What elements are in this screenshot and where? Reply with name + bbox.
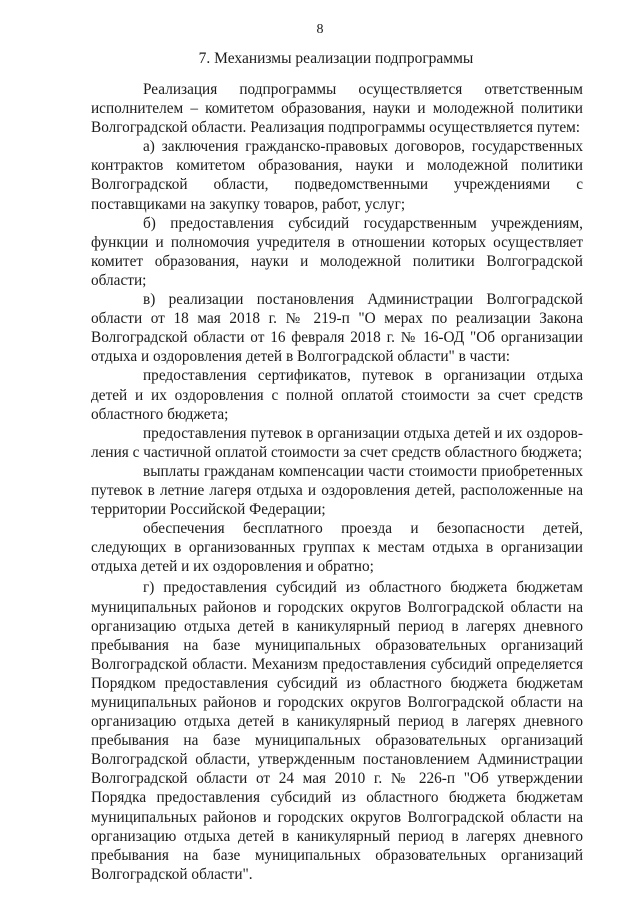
- paragraph-intro: Реализация подпрограммы осуществляется ответственным исполнителем – комитетом образования, науки и молодежной политики Волгоградской области. Реализация подпрограммы осуществляется путем:: [91, 81, 583, 137]
- paragraph-item-a: а) заключения гражданско-правовых договоров, государственных контрактов комитетом образования, науки и молодежной политики Волгоградской области, подведомственными учреждениями с поставщиками на закупку товаров, работ, услуг;: [91, 138, 583, 213]
- paragraph-item-v: в) реализации постановления Администрации Волгоградской области от 18 мая 2018 г. № 219-п "О мерах по реализации Закона Волгоградской области от 16 февраля 2018 г. № 16-ОД "Об организации отдыха и оздоровления детей в Волгоградской области" в части:: [91, 291, 583, 366]
- paragraph-partial-payment: предоставления путевок в организации отдыха детей и их оздоровления с частичной оплатой стоимости за счет средств областного бюджета;: [91, 424, 583, 461]
- paragraph-free-travel: обеспечения бесплатного проезда и безопасности детей, следующих в организованных группах к местам отдыха в организации отдыха детей и их оздоровления и обратно;: [91, 520, 583, 576]
- paragraph-item-g: г) предоставления субсидий из областного бюджета бюджетам муниципальных районов и городских округов Волгоградской области на организацию отдыха детей в каникулярный период в лагерях дневного пребывания на базе муниципальных образовательных организаций Волгоградской области. Механизм предоставления субсидий определяется Порядком предоставления субсидий из областного бюджета бюджетам муниципальных районов и городских округов Волгоградской области на организацию отдыха детей в каникулярный период в лагерях дневного пребывания на базе муниципальных образовательных организаций Волгоградской области, утвержденным постановлением Администрации Волгоградской области от 24 мая 2010 г. № 226-п "Об утверждении Порядка предоставления субсидий из областного бюджета бюджетам муниципальных районов и городских округов Волгоградской области на организацию отдыха детей в каникулярный период в лагерях дневного пребывания на базе муниципальных образовательных организаций Волгоградской области".: [91, 579, 583, 883]
- body-text: [91, 80, 583, 884]
- section-heading: 7. Механизмы реализации подпрограммы: [198, 50, 474, 67]
- paragraph-compensation: выплаты гражданам компенсации части стоимости приобретенных путевок в летние лагеря отдыха и оздоровления детей, расположенные на территории Российской Федерации;: [91, 462, 583, 519]
- paragraph-item-b: б) предоставления субсидий государственным учреждениям, функции и полномочия учредителя в отношении которых осуществляет комитет образования, науки и молодежной политики Волгоградской области;: [91, 214, 583, 289]
- paragraph-certificates: предоставления сертификатов, путевок в организации отдыха детей и их оздоровления с полной оплатой стоимости за счет средств областного бюджета;: [91, 367, 583, 423]
- page-number: 8: [316, 22, 324, 37]
